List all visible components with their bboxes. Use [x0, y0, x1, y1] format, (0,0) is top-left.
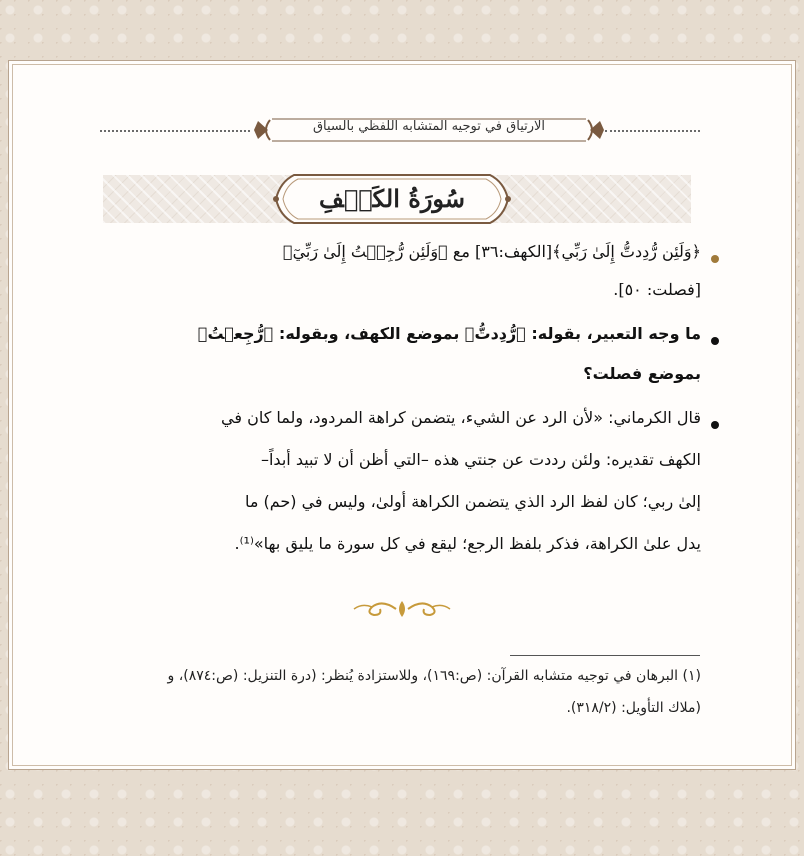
running-header-title: الارتياق في توجيه المتشابه اللفظي بالسياق [312, 119, 546, 134]
item-1-line-2: [فصلت: ٥٠]. [613, 280, 701, 299]
footnote-rule [510, 655, 700, 656]
item-2-line-1: ما وجه التعبير، بقوله: ﴿رُّدِدتُّ﴾ بموضع الكهف، وبقوله: ﴿رُّجِعۡتُ﴾ [197, 324, 701, 343]
surah-title: سُورَةُ الكَهۡفِ [319, 184, 465, 213]
footnote-line-1: (١) البرهان في توجيه متشابه القرآن: (ص:١٦٩)، وللاستزادة يُنظر: (درة التنزيل: (ص:٨٧٤)، و [167, 668, 701, 684]
divider-ornament [352, 597, 452, 621]
bullet-icon [711, 337, 719, 345]
item-3-line-1: قال الكرماني: «لأن الرد عن الشيء، يتضمن كراهة المردود، ولما كان في [221, 408, 701, 427]
bullet-icon [711, 255, 719, 263]
header-dotted-rule-left [100, 130, 250, 132]
item-3-line-4: يدل علىٰ الكراهة، فذكر بلفظ الرجع؛ ليقع في كل سورة ما يليق بها»⁽¹⁾. [234, 534, 701, 553]
item-2-line-2: بموضع فصلت؟ [583, 364, 701, 383]
item-1-line-1: ﴿وَلَئِن رُّدِدتُّ إِلَىٰ رَبِّي﴾[الكهف:٣٦] مع ﴿وَلَئِن رُّجِعۡتُ إِلَىٰ رَبِّيٓ﴾ [282, 242, 701, 261]
bullet-icon [711, 421, 719, 429]
running-header [100, 114, 700, 146]
question-item-2 [101, 324, 701, 400]
footnote-line-2: (ملاك التأويل: (٣١٨/٢). [566, 700, 701, 716]
header-dotted-rule-right [605, 130, 700, 132]
item-3-line-2: الكهف تقديره: ولئن رددت عن جنتي هذه –التي أظن أن لا تبيد أبداً– [260, 450, 701, 469]
question-item-1 [101, 242, 701, 312]
item-3-line-3: إلىٰ ربي؛ كان لفظ الرد الذي يتضمن الكراهة أولىٰ، وليس في (حم) ما [244, 492, 701, 511]
answer-item [101, 408, 701, 588]
